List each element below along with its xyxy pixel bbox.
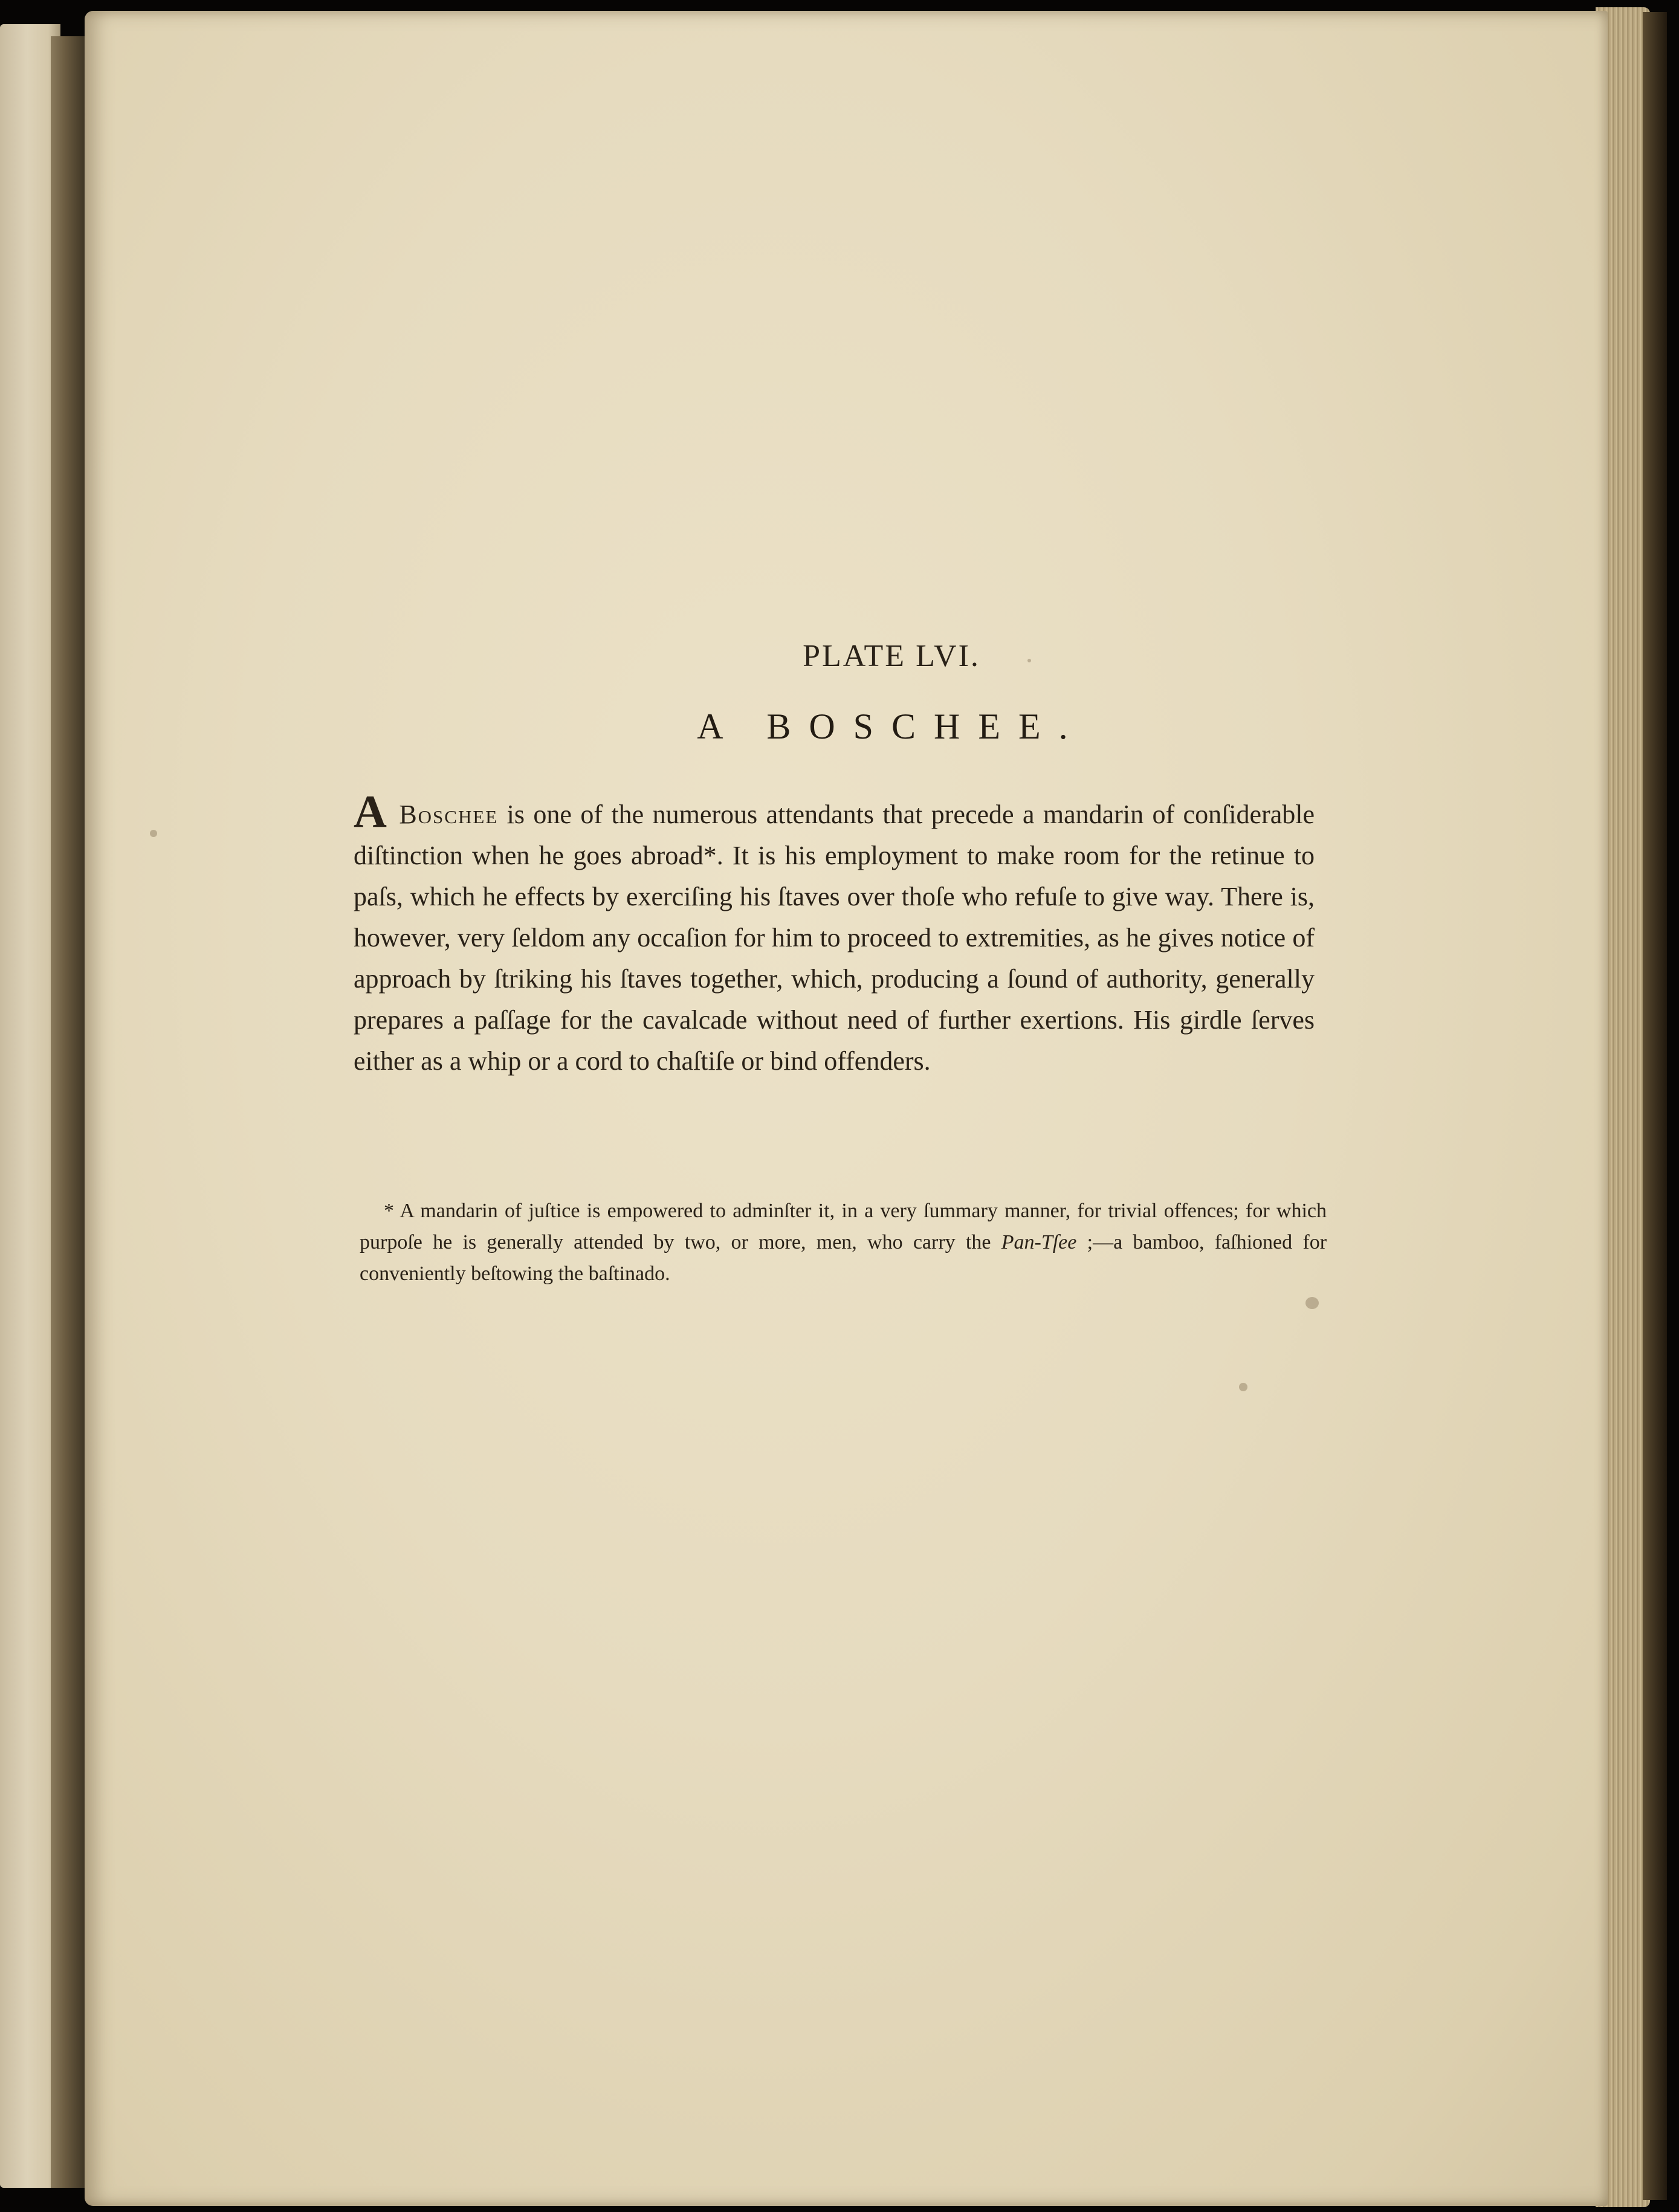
- paper-speck: [1305, 1297, 1319, 1309]
- paper-speck: [150, 830, 157, 837]
- book-page: [85, 11, 1608, 2206]
- paper-speck: [1239, 1383, 1247, 1391]
- footnote-text-after: ;—a bamboo, faſhioned for conveniently beſtowing the baſtinado.: [360, 1231, 1327, 1285]
- subject-name: Boschee: [399, 800, 499, 829]
- book-gutter: [51, 36, 87, 2188]
- fore-edge-shadow: [1643, 12, 1667, 2200]
- plate-number: PLATE LVI.: [803, 639, 980, 673]
- plate-title: A BOSCHEE.: [697, 707, 1086, 746]
- body-paragraph: [354, 786, 1315, 1082]
- footnote-text-before: * A mandarin of juſtice is empowered to adminſter it, in a very ſummary manner, for trivial offences; for which purpoſe he is generally attended by two, or more, men, who carry the: [360, 1200, 1327, 1253]
- body-text: is one of the numerous attendants that precede a mandarin of conſiderable diſtinction when he goes abroad*. It is his employment to make room for the retinue to paſs, which he effects by exerciſing his ſtaves over thoſe who refuſe to give way. There is, however, very ſeldom any occaſion for him to proceed to extremities, as he gives notice of approach by ſtriking his ſtaves together, which, producing a ſound of authority, generally prepares a paſſage for the cavalcade without need of further exertions. His girdle ſerves either as a whip or a cord to chaſtiſe or bind offenders.: [354, 800, 1315, 1076]
- footnote-term: Pan-Tſee: [1001, 1231, 1077, 1253]
- drop-cap: A: [354, 786, 387, 837]
- footnote: [360, 1195, 1327, 1290]
